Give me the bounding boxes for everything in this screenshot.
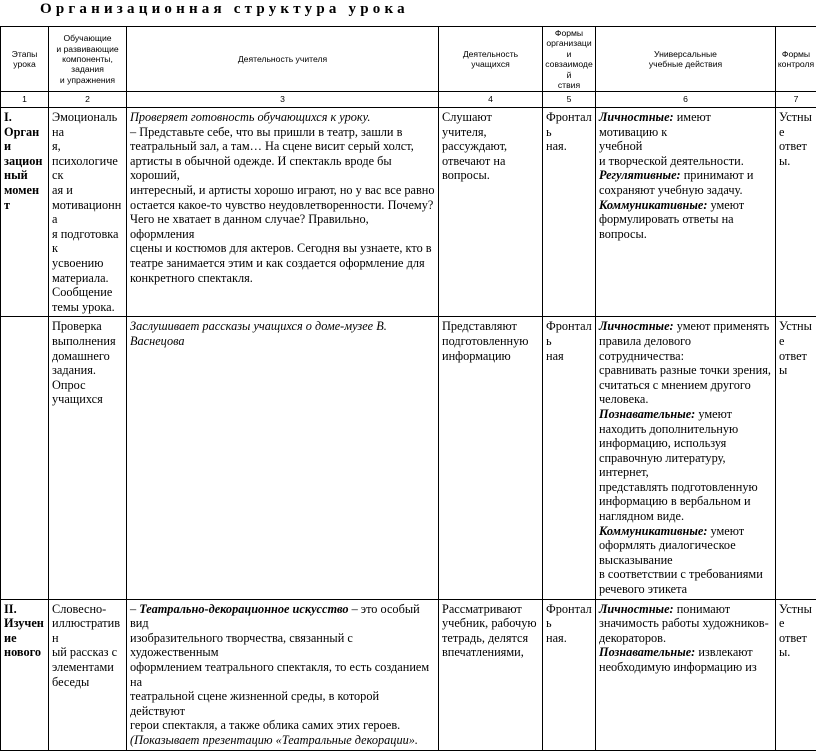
control-cell: Устные ответы. <box>776 599 816 750</box>
teacher-text: – это особый вид изобразительного творчества, связанный с художественным оформлением театрального спектакля, то есть созданием на театральной сцене жизненной среды, в которой действуют герои спектакля, а также облика самих этих героев. <box>130 602 429 733</box>
header-control: Формы контроля <box>776 27 816 92</box>
column-number: 7 <box>776 92 816 108</box>
stage-cell <box>1 317 49 599</box>
lesson-structure-table <box>0 26 816 751</box>
teacher-cell <box>127 599 439 750</box>
header-row <box>1 27 816 92</box>
ud-label: Личностные: <box>599 319 674 333</box>
component-cell: Эмоциональна я, психологическ ая и мотивационна я подготовка к усвоению материала. Сообщение темы урока. <box>49 108 127 317</box>
students-cell: Представляют подготовленную информацию <box>439 317 543 599</box>
ud-label: Коммуникативные: <box>599 524 707 538</box>
header-students: Деятельность учащихся <box>439 27 543 92</box>
stage-cell: I. Органи зацион ный момент <box>1 108 49 317</box>
component-cell: Словесно- иллюстративн ый рассказ с элементами беседы <box>49 599 127 750</box>
teacher-note: (Показывает презентацию «Театральные декорации». <box>130 733 435 748</box>
header-stages: Этапы урока <box>1 27 49 92</box>
ud-item: Коммуникативные: умеют формулировать ответы на вопросы. <box>599 198 772 242</box>
ud-item: Познавательные: умеют находить дополнительную информацию, используя справочную литературу, интернет, представлять подготовленную информацию в вербальном и наглядном виде. <box>599 407 772 524</box>
table-row <box>1 599 816 750</box>
control-cell: Устные ответы <box>776 317 816 599</box>
table-row <box>1 317 816 599</box>
ud-item: Познавательные: извлекают необходимую информацию из <box>599 645 772 674</box>
column-number: 5 <box>543 92 596 108</box>
ud-item: Личностные: понимают значимость работы художников- декораторов. <box>599 602 772 646</box>
ud-label: Познавательные: <box>599 407 695 421</box>
ud-label: Коммуникативные: <box>599 198 707 212</box>
teacher-title: Проверяет готовность обучающихся к уроку. <box>130 110 435 125</box>
teacher-text: – Представьте себе, что вы пришли в театр, зашли в театральный зал, а там… На сцене висит серый холст, артисты в обычной одежде. И спектакль вроде бы хороший, интересный, и артисты хорошо играют, но у вас все равно остается какое-то чувство неудовлетворенности. Почему? Чего не хватает в данном случае? Правильно, оформления сцены и костюмов для актеров. Сегодня вы узнаете, кто в театре занимается этим и как создается оформление для конкретного спектакля. <box>130 125 435 285</box>
teacher-cell <box>127 108 439 317</box>
column-number: 1 <box>1 92 49 108</box>
teacher-title: Заслушивает рассказы учащихся о доме-музее В. Васнецова <box>130 319 435 348</box>
ud-item: Регулятивные: принимают и сохраняют учебную задачу. <box>599 168 772 197</box>
stage-cell: II. Изучен ие нового <box>1 599 49 750</box>
form-cell: Фронталь ная. <box>543 599 596 750</box>
ud-label: Личностные: <box>599 602 674 616</box>
component-cell: Проверка выполнения домашнего задания. Опрос учащихся <box>49 317 127 599</box>
column-number: 6 <box>596 92 776 108</box>
ud-cell <box>596 317 776 599</box>
ud-item: Коммуникативные: умеют оформлять диалогическое высказывание в соответствии с требованиями речевого этикета <box>599 524 772 597</box>
students-cell: Слушают учителя, рассуждают, отвечают на вопросы. <box>439 108 543 317</box>
teacher-cell <box>127 317 439 599</box>
table-row <box>1 108 816 317</box>
form-cell: Фронталь ная <box>543 317 596 599</box>
teacher-prefix: – <box>130 602 136 616</box>
ud-cell <box>596 108 776 317</box>
header-ud: Универсальные учебные действия <box>596 27 776 92</box>
column-number: 2 <box>49 92 127 108</box>
ud-item: Личностные: умеют применять правила делового сотрудничества: сравнивать разные точки зрения, считаться с мнением другого человека. <box>599 319 772 407</box>
ud-label: Регулятивные: <box>599 168 681 182</box>
header-forms: Формы организации совзаимодей ствия <box>543 27 596 92</box>
header-teacher: Деятельность учителя <box>127 27 439 92</box>
ud-item: Личностные: имеют мотивацию к учебной и творческой деятельности. <box>599 110 772 168</box>
header-components: Обучающие и развивающие компоненты, задания и упражнения <box>49 27 127 92</box>
column-numbers-row <box>1 92 816 108</box>
ud-label: Познавательные: <box>599 645 695 659</box>
column-number: 4 <box>439 92 543 108</box>
ud-cell <box>596 599 776 750</box>
teacher-term: Театрально-декорационное искусство <box>139 602 348 616</box>
students-cell: Рассматривают учебник, рабочую тетрадь, делятся впечатлениями, <box>439 599 543 750</box>
ud-label: Личностные: <box>599 110 674 124</box>
column-number: 3 <box>127 92 439 108</box>
form-cell: Фронталь ная. <box>543 108 596 317</box>
control-cell: Устные ответы. <box>776 108 816 317</box>
page-title: Организационная структура урока <box>40 1 409 18</box>
